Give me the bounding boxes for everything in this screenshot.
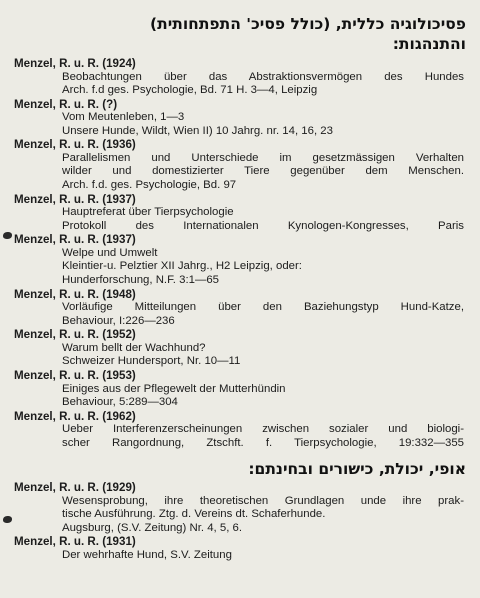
bibliography-list-general-psychology bbox=[14, 57, 470, 450]
entry-line: Wesensprobung, ihre theoretischen Grundlagen unde ihre prak- bbox=[62, 494, 464, 507]
entry-line: tische Ausführung. Ztg. d. Vereins dt. Schaferhunde. bbox=[62, 508, 326, 521]
entry-author: Menzel, R. u. R. (1931) bbox=[14, 535, 136, 549]
bibliography-entry bbox=[14, 369, 470, 410]
heading-line: פסיכולוגיה כללית, (כולל פסיכ' התפתחותית) bbox=[150, 15, 466, 33]
entry-line: Ueber Interferenzerscheinungen zwischen sozialer und biologi- bbox=[62, 423, 464, 436]
entry-line: Einiges aus der Pflegewelt der Mutterhündin bbox=[62, 382, 286, 395]
entry-line: scher Rangordnung, Ztschft. f. Tierpsychologie, 19:332—355 bbox=[62, 436, 464, 449]
entry-author: Menzel, R. u. R. (1929) bbox=[14, 481, 136, 494]
entry-line: Warum bellt der Wachhund? bbox=[62, 341, 206, 354]
heading-line: אופי, יכולת, כישורים ובחינתם: bbox=[248, 460, 466, 478]
entry-line: Hunderforschung, N.F. 3:1—65 bbox=[62, 274, 220, 287]
entry-author: Menzel, R. u. R. (1936) bbox=[14, 138, 136, 152]
scan-mark-icon bbox=[3, 232, 12, 239]
entry-line: Arch. f.d ges. Psychologie, Bd. 71 H. 3—4, Leipzig bbox=[62, 84, 318, 97]
entry-author: Menzel, R. u. R. (1948) bbox=[14, 287, 136, 301]
entry-line: wilder und domestizierter Tiere gegenüber dem Menschen. bbox=[62, 165, 464, 178]
bibliography-entry bbox=[14, 193, 470, 234]
entry-line: Arch. f.d. ges. Psychologie, Bd. 97 bbox=[62, 179, 237, 192]
bibliography-entry bbox=[14, 481, 470, 535]
entry-line: Der wehrhafte Hund, S.V. Zeitung bbox=[62, 548, 232, 561]
section-heading-general-psychology bbox=[16, 14, 466, 54]
bibliography-entry bbox=[14, 138, 470, 192]
entry-author: Menzel, R. u. R. (1937) bbox=[14, 233, 136, 247]
bibliography-entry bbox=[14, 288, 470, 329]
section-heading-character-testing bbox=[16, 459, 466, 479]
bibliography-entry bbox=[14, 410, 470, 451]
entry-line: Protokoll des Internationalen Kynologen-Kongresses, Paris bbox=[62, 219, 464, 232]
scan-mark-icon bbox=[3, 516, 12, 523]
entry-line: Beobachtungen über das Abstraktionsvermögen des Hundes bbox=[62, 70, 464, 83]
entry-line: Kleintier-u. Pelztier XII Jahrg., H2 Leipzig, oder: bbox=[62, 260, 302, 273]
entry-line: Schweizer Hundersport, Nr. 10—11 bbox=[62, 355, 241, 368]
entry-author: Menzel, R. u. R. (1953) bbox=[14, 369, 136, 382]
entry-author: Menzel, R. u. R. (1924) bbox=[14, 57, 136, 70]
entry-line: Vom Meutenleben, 1—3 bbox=[62, 111, 185, 124]
entry-line: Unsere Hunde, Wildt, Wien II) 10 Jahrg. nr. 14, 16, 23 bbox=[62, 124, 333, 137]
entry-author: Menzel, R. u. R. (1962) bbox=[14, 409, 136, 423]
entry-author: Menzel, R. u. R. (?) bbox=[14, 97, 118, 111]
entry-author: Menzel, R. u. R. (1952) bbox=[14, 328, 136, 342]
entry-line: Vorläufige Mitteilungen über den Baziehungstyp Hund-Katze, bbox=[62, 301, 464, 314]
bibliography-entry bbox=[14, 57, 470, 98]
bibliography-entry bbox=[14, 233, 470, 287]
bibliography-list-character-testing bbox=[14, 481, 470, 562]
entry-line: Welpe und Umwelt bbox=[62, 246, 158, 259]
entry-line: Behaviour, I:226—236 bbox=[62, 314, 175, 327]
bibliography-entry bbox=[14, 535, 470, 562]
bibliography-entry bbox=[14, 98, 470, 139]
entry-author: Menzel, R. u. R. (1937) bbox=[14, 192, 136, 206]
heading-line: והתנהגות: bbox=[392, 35, 466, 53]
entry-line: Behaviour, 5:289—304 bbox=[62, 396, 178, 409]
entry-line: Hauptreferat über Tierpsychologie bbox=[62, 206, 234, 219]
entry-line: Parallelismen und Unterschiede im gesetzmässigen Verhalten bbox=[62, 151, 464, 164]
entry-line: Augsburg, (S.V. Zeitung) Nr. 4, 5, 6. bbox=[62, 521, 243, 534]
bibliography-entry bbox=[14, 328, 470, 369]
